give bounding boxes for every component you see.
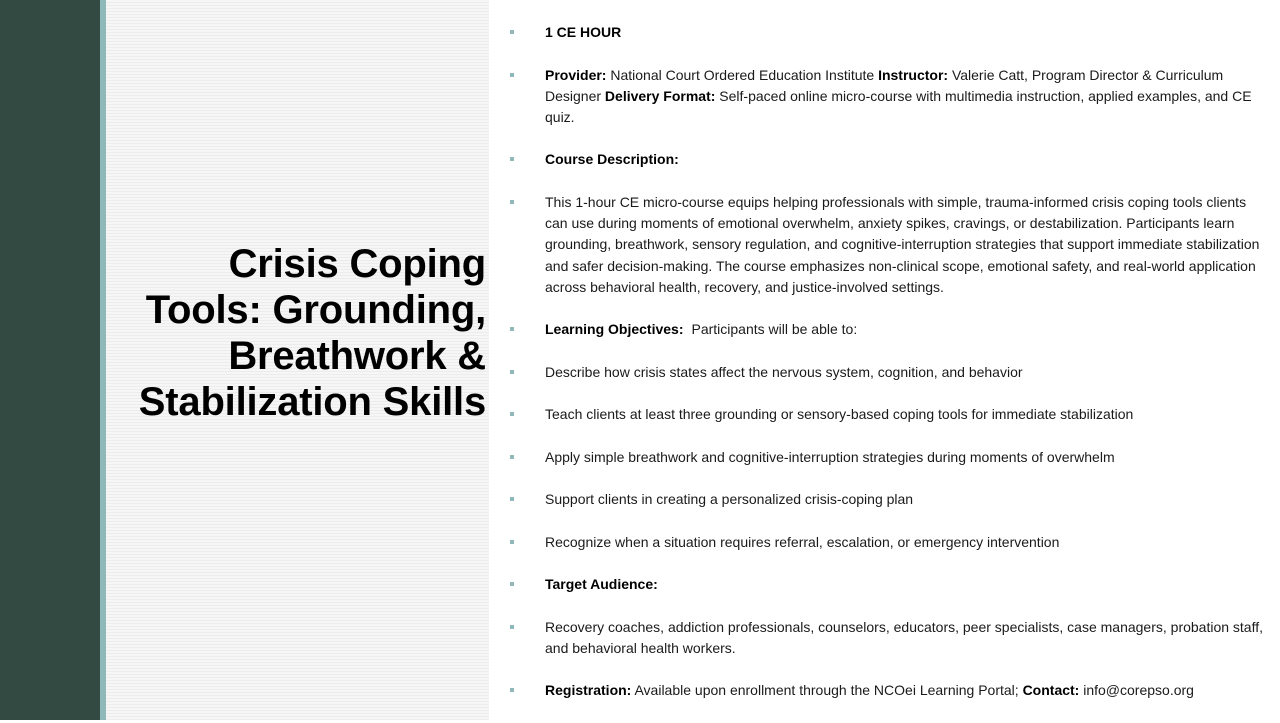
bullet-icon [510,625,514,629]
bullet-icon [510,455,514,459]
instructor-value: Valerie Catt, Program Director & Curriculum Designer [545,66,1224,104]
objective-text: Support clients in creating a personalized crisis-coping plan [545,491,914,508]
objectives-label: Learning Objectives: [545,321,684,338]
title-panel [106,0,489,720]
course-details-list [505,22,1267,723]
audience-label: Target Audience: [545,576,658,593]
title-line: Stabilization Skills [138,380,486,424]
registration-label: Registration: [545,682,632,699]
bullet-icon [510,370,514,374]
delivery-value: Self-paced online micro-course with multimedia instruction, applied examples, and CE quiz. [545,87,1252,125]
objective-text: Describe how crisis states affect the nervous system, cognition, and behavior [545,363,1023,380]
bullet-icon [510,73,514,77]
list-item-objective [505,362,1267,383]
list-item-provider [505,65,1267,129]
provider-label: Provider: [545,66,607,83]
description-text: This 1-hour CE micro-course equips helping professionals with simple, trauma-informed crisis coping tools clients can use during moments of emotional overwhelm, anxiety spikes, cravings, or destabilization. Participants learn grounding, breathwork, sensory regulation, and cognitive-interruption strategies that support immediate stabilization and safer decision-making. The course emphasizes non-clinical scope, emotional safety, and real-world application across behavioral health, recovery, and justice-involved settings. [545,193,1260,295]
list-item-description-heading [505,149,1267,170]
bullet-icon [510,412,514,416]
bullet-icon [510,30,514,34]
title-line: Breathwork & [228,334,486,378]
list-item-objective [505,447,1267,468]
registration-value: Available upon enrollment through the NCOei Learning Portal; [631,682,1023,699]
bullet-icon [510,157,514,161]
list-item-registration [505,680,1267,701]
objective-text: Apply simple breathwork and cognitive-interruption strategies during moments of overwhelm [545,448,1115,465]
delivery-label: Delivery Format: [604,87,716,104]
contact-label: Contact: [1022,682,1080,699]
bullet-icon [510,497,514,501]
contact-email: info@corepso.org [1079,682,1194,699]
list-item-objective [505,404,1267,425]
bullet-icon [510,540,514,544]
bullet-icon [510,200,514,204]
bullet-icon [510,582,514,586]
bullet-icon [510,688,514,692]
list-item-objectives-heading [505,319,1267,340]
list-item-objective [505,489,1267,510]
list-item-objective [505,532,1267,553]
list-item-audience-heading [505,574,1267,595]
description-label: Course Description: [545,151,679,168]
list-item-description [505,192,1267,298]
audience-text: Recovery coaches, addiction professionals, counselors, educators, peer specialists, case managers, probation staff, and behavioral health workers. [545,618,1264,656]
sidebar-bar [0,0,100,720]
bullet-icon [510,327,514,331]
objectives-intro: Participants will be able to: [691,321,858,338]
ce-hours-text: 1 CE HOUR [545,24,622,40]
provider-value: National Court Ordered Education Institute [606,66,879,83]
list-item-audience [505,617,1267,659]
title-line: Crisis Coping [228,242,486,286]
list-item-ce-hours [505,22,1267,43]
instructor-label: Instructor: [878,66,949,83]
objective-text: Teach clients at least three grounding or sensory-based coping tools for immediate stabilization [545,406,1134,423]
objective-text: Recognize when a situation requires referral, escalation, or emergency intervention [545,533,1060,550]
title-line: Tools: Grounding, [145,288,486,332]
slide-title [106,241,486,425]
